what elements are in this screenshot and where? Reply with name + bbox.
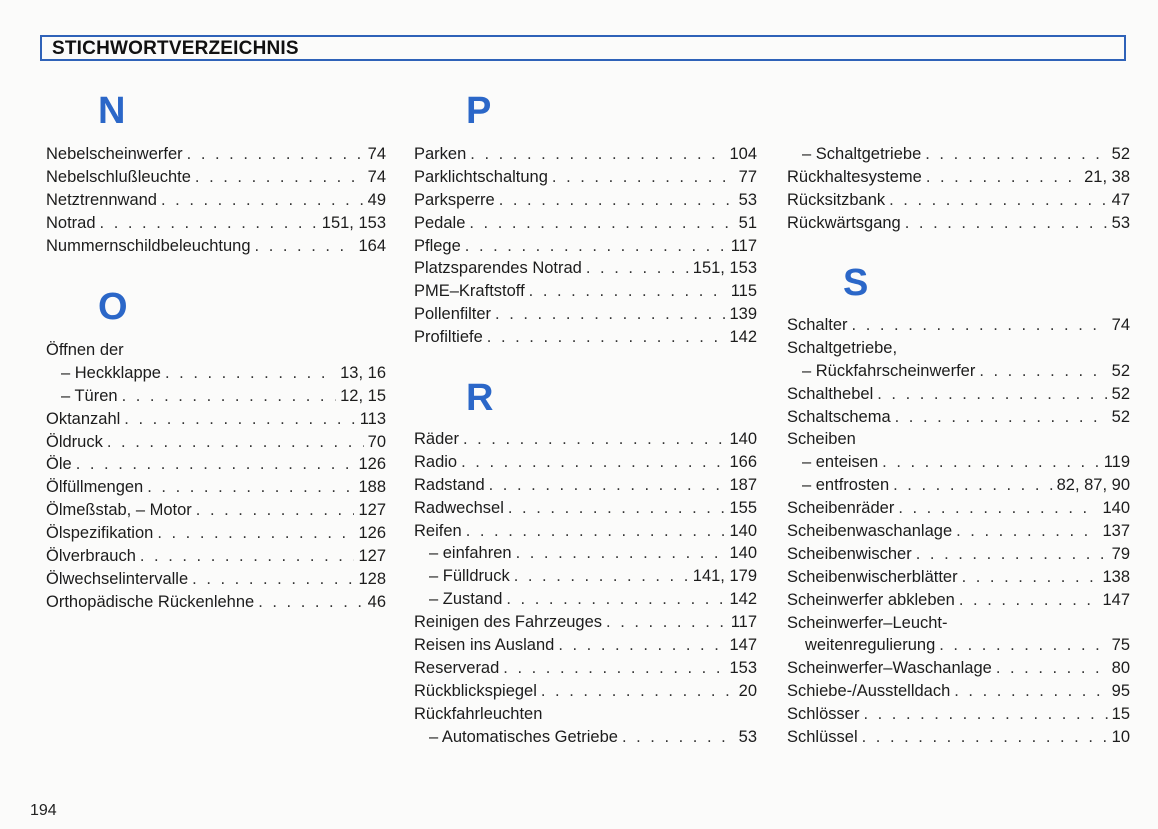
- entry-label: Pedale: [414, 213, 466, 232]
- entry-pages: 51: [738, 213, 757, 232]
- entry-label: Notrad: [46, 213, 96, 232]
- dot-leader: [586, 257, 689, 280]
- dot-leader: [463, 428, 726, 451]
- entry-label: Schiebe-/Ausstelldach: [787, 682, 951, 701]
- dot-leader: [469, 212, 734, 235]
- section-p-entries: [414, 143, 757, 349]
- entry-pages: 137: [1102, 522, 1130, 541]
- index-entry: [414, 326, 757, 349]
- dot-leader: [165, 362, 336, 385]
- entry-pages: 140: [729, 521, 757, 540]
- entry-pages: 119: [1103, 453, 1130, 472]
- entry-pages: 46: [367, 592, 386, 611]
- entry-pages: 115: [730, 282, 757, 301]
- section-n-entries: [46, 143, 386, 257]
- entry-label: Schlüssel: [787, 728, 858, 747]
- entry-label: Öle: [46, 455, 72, 474]
- index-entry: [46, 408, 386, 431]
- dot-leader: [877, 383, 1107, 406]
- entry-pages: 77: [738, 167, 757, 186]
- entry-pages: 80: [1111, 659, 1130, 678]
- dot-leader: [926, 166, 1080, 189]
- entry-label: Schaltgetriebe,: [787, 338, 898, 357]
- index-entry: [414, 726, 757, 749]
- entry-pages: 15: [1111, 705, 1130, 724]
- index-entry: [414, 703, 757, 726]
- entry-pages: 142: [729, 328, 757, 347]
- entry-label: Reinigen des Fahrzeuges: [414, 613, 603, 632]
- entry-label: Netztrennwand: [46, 190, 157, 209]
- index-entry: [787, 680, 1130, 703]
- index-entry: [46, 143, 386, 166]
- dot-leader: [925, 143, 1107, 166]
- entry-label: – entfrosten: [802, 476, 890, 495]
- dot-leader: [465, 235, 727, 258]
- index-entry: [787, 612, 1130, 635]
- index-entry: [787, 520, 1130, 543]
- dot-leader: [255, 235, 355, 258]
- dot-leader: [466, 520, 726, 543]
- dot-leader: [622, 726, 735, 749]
- entry-pages: 117: [730, 613, 757, 632]
- index-entry: [787, 543, 1130, 566]
- dot-leader: [962, 566, 1099, 589]
- entry-label: Räder: [414, 430, 459, 448]
- dot-leader: [996, 657, 1108, 680]
- index-entry: [414, 257, 757, 280]
- entry-pages: 82, 87, 90: [1056, 476, 1130, 495]
- entry-label: Ölmeßstab, – Motor: [46, 501, 192, 520]
- index-entry: [414, 451, 757, 474]
- entry-label: – Schaltgetriebe: [802, 145, 922, 163]
- entry-pages: 164: [358, 236, 386, 255]
- entry-pages: 74: [367, 145, 386, 163]
- entry-pages: 74: [1111, 316, 1130, 334]
- index-entry: [46, 522, 386, 545]
- entry-pages: 147: [1102, 590, 1130, 609]
- index-entry: [787, 657, 1130, 680]
- dot-leader: [508, 497, 726, 520]
- entry-label: Pflege: [414, 236, 461, 255]
- entry-label: Öffnen der: [46, 341, 124, 359]
- dot-leader: [161, 189, 364, 212]
- dot-leader: [100, 212, 318, 235]
- section-r-entries: [414, 428, 757, 748]
- index-entry: [414, 611, 757, 634]
- dot-leader: [76, 453, 355, 476]
- entry-label: Rückblickspiegel: [414, 681, 537, 700]
- index-entry: [46, 212, 386, 235]
- dot-leader: [863, 703, 1107, 726]
- dot-leader: [889, 189, 1108, 212]
- entry-pages: 141, 179: [692, 567, 757, 586]
- entry-pages: 147: [729, 636, 757, 655]
- entry-pages: 70: [367, 432, 386, 451]
- entry-pages: 126: [358, 524, 386, 543]
- entry-pages: 13, 16: [340, 363, 386, 382]
- entry-pages: 49: [367, 190, 386, 209]
- entry-pages: 140: [729, 544, 757, 563]
- index-entry: [787, 497, 1130, 520]
- section-o-entries: [46, 339, 386, 614]
- dot-leader: [503, 657, 725, 680]
- index-entry: [46, 499, 386, 522]
- entry-label: Ölspezifikation: [46, 524, 154, 543]
- index-entry: [46, 362, 386, 385]
- dot-leader: [196, 499, 355, 522]
- entry-label: Pollenfilter: [414, 305, 492, 324]
- dot-leader: [157, 522, 354, 545]
- dot-leader: [195, 166, 364, 189]
- entry-label: – Türen: [61, 386, 118, 405]
- index-entry: [414, 212, 757, 235]
- index-entry: [787, 314, 1130, 337]
- section-s-entries: [787, 314, 1130, 749]
- index-entry: [787, 360, 1130, 383]
- entry-label: Oktanzahl: [46, 409, 121, 428]
- index-entry: [787, 143, 1130, 166]
- index-entry: [414, 303, 757, 326]
- index-entry: [787, 406, 1130, 429]
- entry-pages: 127: [358, 501, 386, 520]
- section-letter-o: O: [98, 286, 128, 328]
- index-entry: [46, 591, 386, 614]
- entry-label: Scheibenräder: [787, 499, 895, 518]
- entry-pages: 128: [358, 569, 386, 588]
- entry-pages: 126: [358, 455, 386, 474]
- dot-leader: [862, 726, 1108, 749]
- index-entry: [414, 565, 757, 588]
- dot-leader: [147, 476, 354, 499]
- entry-pages: 155: [729, 498, 757, 517]
- index-entry: [787, 166, 1130, 189]
- dot-leader: [514, 565, 689, 588]
- dot-leader: [140, 545, 355, 568]
- entry-label: Scheibenwischer: [787, 544, 912, 563]
- dot-leader: [558, 634, 725, 657]
- entry-pages: 52: [1111, 145, 1130, 163]
- index-entry: [787, 589, 1130, 612]
- dot-leader: [895, 406, 1108, 429]
- entry-label: Reserverad: [414, 658, 500, 677]
- index-entry: [414, 520, 757, 543]
- index-entry: [787, 428, 1130, 451]
- entry-label: Radstand: [414, 475, 485, 494]
- entry-pages: 79: [1111, 544, 1130, 563]
- entry-label: – Fülldruck: [429, 567, 510, 586]
- entry-label: Ölfüllmengen: [46, 478, 144, 497]
- entry-pages: 188: [358, 478, 386, 497]
- entry-pages: 138: [1102, 567, 1130, 586]
- index-entry: [414, 588, 757, 611]
- index-entry: [787, 212, 1130, 235]
- section-r-continued-entries: [787, 143, 1130, 235]
- entry-label: Scheinwerfer–Leucht-: [787, 613, 948, 632]
- page-title: STICHWORTVERZEICHNIS: [52, 38, 299, 59]
- dot-leader: [979, 360, 1107, 383]
- entry-pages: 166: [729, 452, 757, 471]
- index-entry: [46, 545, 386, 568]
- entry-pages: 21, 38: [1084, 167, 1130, 186]
- dot-leader: [893, 474, 1052, 497]
- entry-label: – Rückfahrscheinwerfer: [802, 361, 976, 380]
- index-entry: [787, 189, 1130, 212]
- index-entry: [46, 431, 386, 454]
- index-entry: [414, 542, 757, 565]
- entry-pages: 53: [1111, 213, 1130, 232]
- entry-pages: 52: [1111, 384, 1130, 403]
- index-entry: [414, 474, 757, 497]
- dot-leader: [107, 431, 364, 454]
- dot-leader: [489, 474, 726, 497]
- entry-label: Reisen ins Ausland: [414, 636, 555, 655]
- entry-pages: 47: [1111, 190, 1130, 209]
- entry-label: Schalthebel: [787, 384, 874, 403]
- entry-label: Ölverbrauch: [46, 547, 136, 566]
- index-entry: [46, 339, 386, 362]
- index-entry: [787, 337, 1130, 360]
- entry-pages: 113: [359, 409, 386, 428]
- dot-leader: [506, 588, 725, 611]
- section-letter-p: P: [466, 90, 492, 132]
- entry-label: weitenregulierung: [805, 636, 936, 655]
- entry-pages: 140: [729, 430, 757, 448]
- dot-leader: [516, 542, 726, 565]
- entry-pages: 127: [358, 547, 386, 566]
- index-entry: [787, 566, 1130, 589]
- index-entry: [414, 235, 757, 258]
- index-entry: [414, 657, 757, 680]
- page-number: 194: [30, 802, 57, 819]
- entry-label: Nebelscheinwerfer: [46, 145, 183, 163]
- dot-leader: [122, 385, 337, 408]
- entry-label: Parklichtschaltung: [414, 167, 548, 186]
- entry-label: Ölwechselintervalle: [46, 569, 189, 588]
- entry-label: – einfahren: [429, 544, 512, 563]
- entry-label: Rückfahrleuchten: [414, 704, 543, 723]
- entry-label: Nebelschlußleuchte: [46, 167, 191, 186]
- dot-leader: [552, 166, 735, 189]
- index-entry: [414, 189, 757, 212]
- dot-leader: [905, 212, 1108, 235]
- entry-label: Orthopädische Rückenlehne: [46, 592, 255, 611]
- index-entry: [787, 703, 1130, 726]
- entry-label: – Heckklappe: [61, 363, 161, 382]
- entry-pages: 20: [738, 681, 757, 700]
- dot-leader: [258, 591, 363, 614]
- index-entry: [46, 235, 386, 258]
- entry-label: Scheibenwischerblätter: [787, 567, 958, 586]
- dot-leader: [461, 451, 725, 474]
- section-letter-s: S: [843, 262, 869, 304]
- entry-label: Schlösser: [787, 705, 860, 724]
- entry-pages: 10: [1111, 728, 1130, 747]
- entry-pages: 140: [1102, 499, 1130, 518]
- dot-leader: [959, 589, 1099, 612]
- dot-leader: [956, 520, 1098, 543]
- entry-label: Profiltiefe: [414, 328, 483, 347]
- entry-pages: 75: [1111, 636, 1130, 655]
- index-entry: [46, 568, 386, 591]
- dot-leader: [495, 303, 725, 326]
- entry-pages: 142: [729, 590, 757, 609]
- entry-label: Scheiben: [787, 430, 856, 449]
- dot-leader: [939, 634, 1107, 657]
- index-entry: [414, 634, 757, 657]
- dot-leader: [541, 680, 735, 703]
- dot-leader: [470, 143, 725, 166]
- entry-label: Scheinwerfer abkleben: [787, 590, 955, 609]
- entry-label: Nummernschildbeleuchtung: [46, 236, 251, 255]
- dot-leader: [499, 189, 735, 212]
- entry-label: Radwechsel: [414, 498, 504, 517]
- entry-pages: 117: [730, 236, 757, 255]
- entry-label: PME–Kraftstoff: [414, 282, 525, 301]
- dot-leader: [898, 497, 1098, 520]
- entry-label: Rücksitzbank: [787, 190, 886, 209]
- dot-leader: [954, 680, 1107, 703]
- index-entry: [787, 451, 1130, 474]
- entry-label: Platzsparendes Notrad: [414, 259, 582, 278]
- index-entry: [46, 166, 386, 189]
- entry-label: Reifen: [414, 521, 462, 540]
- index-entry: [46, 385, 386, 408]
- entry-label: – Automatisches Getriebe: [429, 727, 618, 746]
- entry-label: Schalter: [787, 316, 848, 334]
- index-entry: [414, 143, 757, 166]
- dot-leader: [529, 280, 727, 303]
- entry-label: Schaltschema: [787, 407, 891, 426]
- entry-label: Scheinwerfer–Waschanlage: [787, 659, 992, 678]
- section-letter-n: N: [98, 90, 126, 132]
- index-entry: [46, 476, 386, 499]
- index-entry: [787, 634, 1130, 657]
- entry-label: – Zustand: [429, 590, 503, 609]
- entry-label: Rückhaltesysteme: [787, 167, 922, 186]
- entry-label: Rückwärtsgang: [787, 213, 901, 232]
- entry-pages: 52: [1111, 407, 1130, 426]
- section-letter-r: R: [466, 377, 494, 419]
- entry-pages: 151, 153: [321, 213, 386, 232]
- dot-leader: [192, 568, 354, 591]
- dot-leader: [187, 143, 364, 166]
- entry-pages: 95: [1111, 682, 1130, 701]
- index-entry: [414, 497, 757, 520]
- index-entry: [414, 428, 757, 451]
- dot-leader: [606, 611, 727, 634]
- entry-label: Parksperre: [414, 190, 495, 209]
- entry-label: Scheibenwaschanlage: [787, 522, 953, 541]
- entry-pages: 104: [729, 145, 757, 163]
- index-entry: [787, 383, 1130, 406]
- entry-pages: 52: [1111, 361, 1130, 380]
- dot-leader: [124, 408, 355, 431]
- entry-pages: 53: [738, 727, 757, 746]
- dot-leader: [882, 451, 1100, 474]
- entry-pages: 74: [367, 167, 386, 186]
- entry-label: Radio: [414, 452, 458, 471]
- entry-pages: 151, 153: [692, 259, 757, 278]
- index-entry: [46, 453, 386, 476]
- entry-pages: 53: [738, 190, 757, 209]
- index-entry: [787, 474, 1130, 497]
- entry-label: – enteisen: [802, 453, 879, 472]
- dot-leader: [852, 314, 1108, 337]
- dot-leader: [487, 326, 726, 349]
- index-entry: [414, 166, 757, 189]
- index-entry: [414, 280, 757, 303]
- index-entry: [414, 680, 757, 703]
- entry-pages: 12, 15: [340, 386, 386, 405]
- index-entry: [46, 189, 386, 212]
- page-header: [40, 35, 1126, 61]
- index-entry: [787, 726, 1130, 749]
- entry-label: Parken: [414, 145, 467, 163]
- entry-pages: 187: [729, 475, 757, 494]
- entry-pages: 139: [729, 305, 757, 324]
- dot-leader: [916, 543, 1108, 566]
- entry-pages: 153: [729, 658, 757, 677]
- entry-label: Öldruck: [46, 432, 103, 451]
